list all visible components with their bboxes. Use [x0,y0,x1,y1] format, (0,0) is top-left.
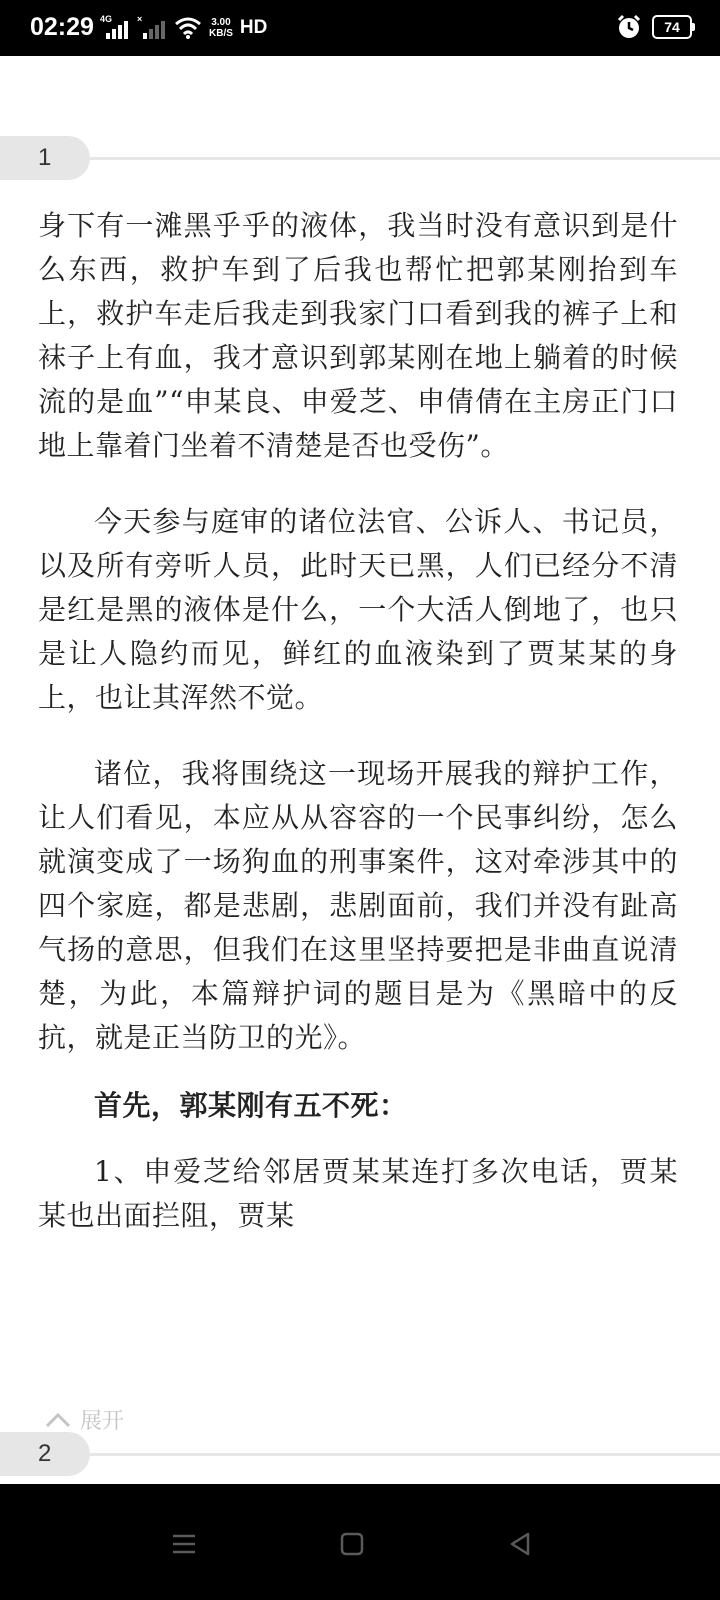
status-icons-right [616,14,692,40]
expand-button[interactable] [44,1404,124,1435]
page-divider-line [90,157,720,160]
signal1-tag: 4G [100,14,113,24]
battery-level: 74 [664,19,680,35]
page-separator-2 [0,1432,720,1476]
page-number-2: 2 [0,1432,90,1476]
status-time: 02:29 [30,13,94,41]
signal2-tag: × [137,14,143,24]
menu-button[interactable] [154,1514,214,1574]
signal-empty-icon [137,15,167,41]
status-bar [0,0,720,56]
wifi-icon [174,16,202,40]
speed-value: 3.00 [211,17,231,28]
status-icons-left [100,15,267,41]
signal-4g-icon [100,15,130,41]
network-speed [209,17,233,39]
battery-icon [652,15,692,39]
back-button[interactable] [490,1514,550,1574]
hd-label: HD [239,17,268,38]
expand-label: 展开 [80,1408,125,1433]
page-divider-line [90,1453,720,1456]
home-button[interactable] [322,1514,382,1574]
paragraph-5: 1、申爱芝给邻居贾某某连打多次电话，贾某某也出面拦阻，贾某 [38,1155,678,1232]
paragraph-3: 诸位，我将围绕这一现场开展我的辩护工作，让人们看见，本应从从容容的一个民事纠纷，怎么就演变成了一场狗血的刑事案件，这对牵涉其中的四个家庭，都是悲剧，悲剧面前，我们并没有趾高气扬的意思，但我们在这里坚持要把是非曲直说清楚，为此，本篇辩护词的题目是为《黑暗中的反抗，就是正当防卫的光》。 [38,757,678,1054]
back-icon [506,1530,534,1558]
alarm-icon [616,14,642,40]
page-separator-1 [0,136,720,180]
paragraph-1: 身下有一滩黑乎乎的液体，我当时没有意识到是什么东西，救护车到了后我也帮忙把郭某刚抬到车上，救护车走后我走到我家门口看到我的裤子上和袜子上有血，我才意识到郭某刚在地上躺着的时候流的是血”“申某良、申爱芝、申倩倩在主房正门口地上靠着门坐着不清楚是否也受伤”。 [38,209,678,462]
section-heading: 首先，郭某刚有五不死： [94,1089,408,1122]
document-content [38,204,678,1238]
page-number-1: 1 [0,136,90,180]
paragraph-2: 今天参与庭审的诸位法官、公诉人、书记员，以及所有旁听人员，此时天已黑，人们已经分不清是红是黑的液体是什么，一个大活人倒地了，也只是让人隐约而见，鲜红的血液染到了贾某某的身上，也让其浑然不觉。 [38,505,678,714]
home-icon [338,1530,366,1558]
chevron-up-icon [44,1411,72,1429]
navigation-bar [0,1484,720,1600]
speed-unit: KB/S [209,28,233,39]
menu-icon [170,1532,198,1556]
